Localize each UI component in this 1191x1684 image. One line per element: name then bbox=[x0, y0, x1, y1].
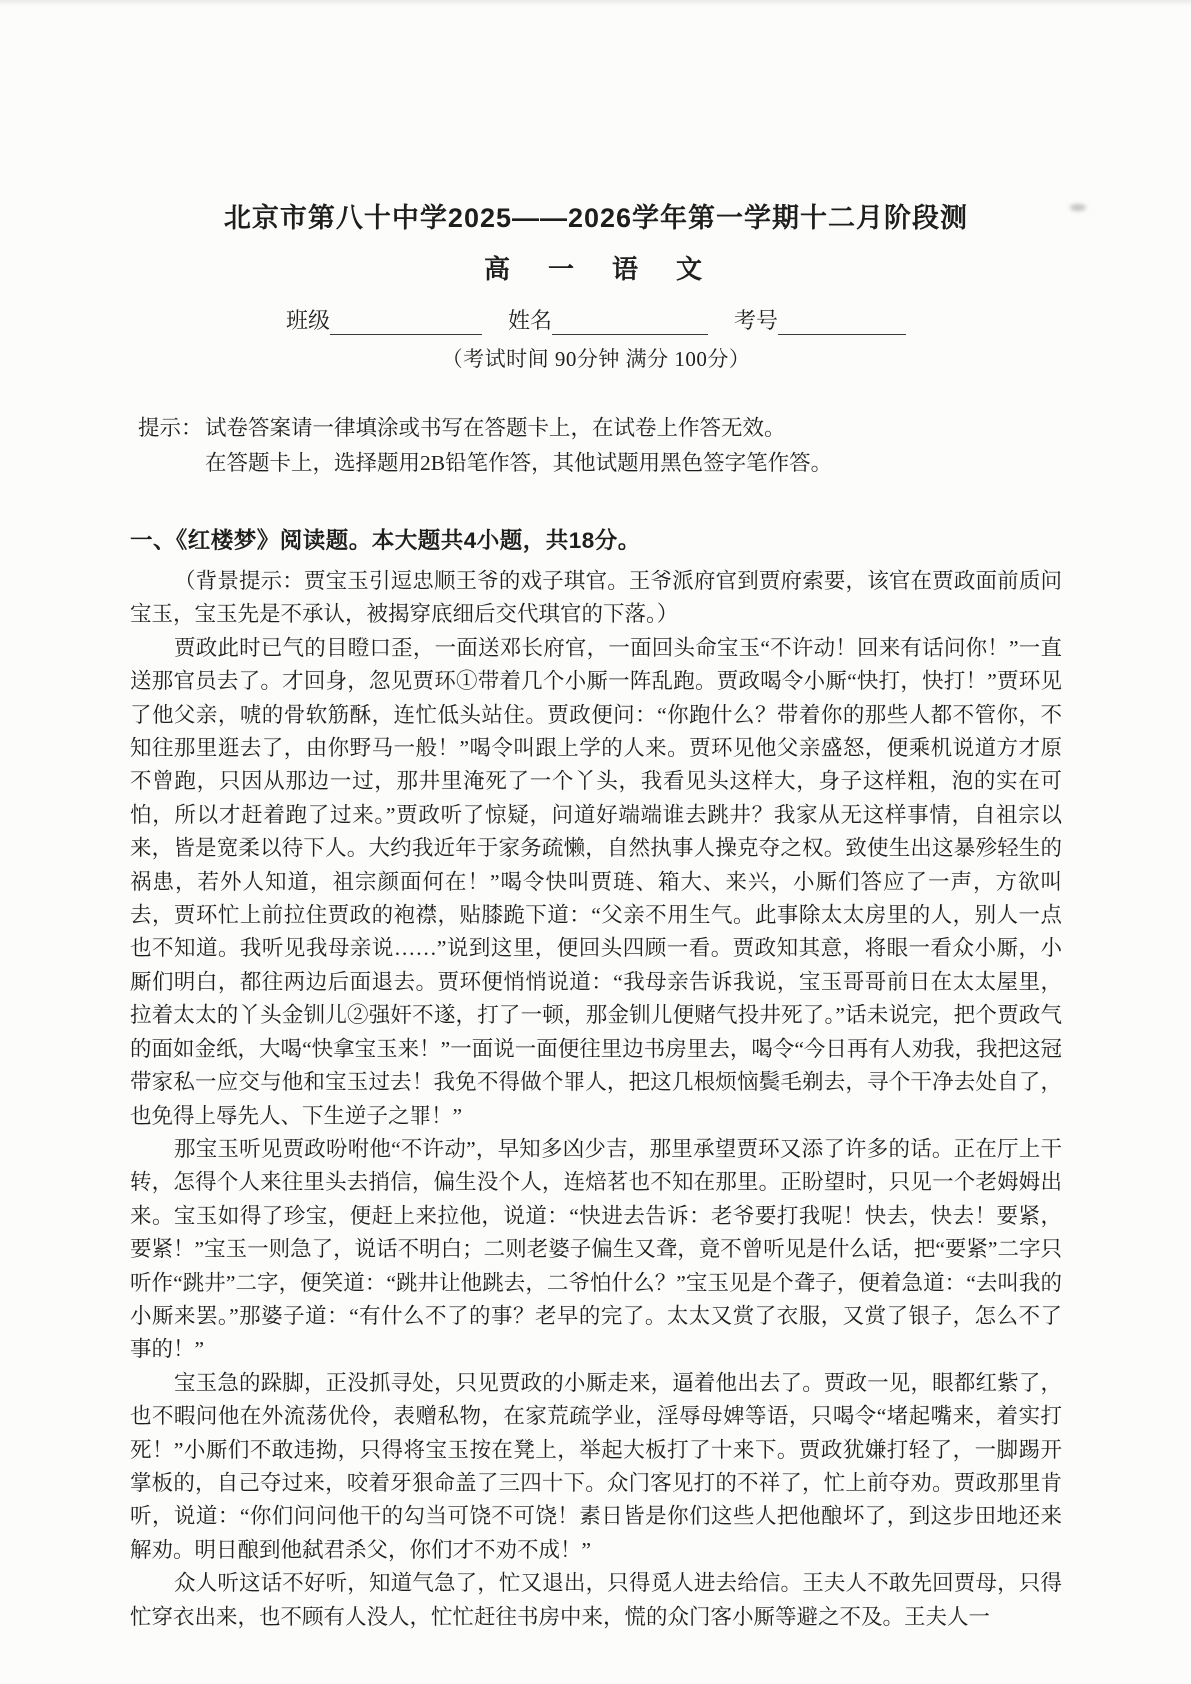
exam-number-field bbox=[734, 304, 906, 335]
instructions-line-1: 试卷答案请一律填涂或书写在答题卡上，在试卷上作答无效。 bbox=[205, 416, 786, 440]
passage-paragraph-4: 众人听这话不好听，知道气急了，忙又退出，只得觅人进去给信。王夫人不敢先回贾母，只得忙穿衣出来，也不顾有人没人，忙忙赶往书房中来，慌的众门客小厮等避之不及。王夫人一 bbox=[130, 1571, 1062, 1629]
student-info-row bbox=[130, 304, 1062, 335]
subject-subtitle: 高 一 语 文 bbox=[483, 254, 708, 284]
class-label: 班级 bbox=[285, 308, 330, 333]
exam-duration-score: （考试时间 90分钟 满分 100分） bbox=[441, 347, 751, 371]
name-field bbox=[508, 304, 708, 335]
page-content bbox=[130, 196, 1062, 1634]
passage-paragraph-3: 宝玉急的跺脚，正没抓寻处，只见贾政的小厮走来，逼着他出去了。贾政一见，眼都红紫了，也不暇问他在外流荡优伶，表赠私物，在家荒疏学业，淫辱母婢等语，只喝令“堵起嘴来，着实打死！”小厮们不敢违拗，只得将宝玉按在凳上，举起大板打了十来下。贾政犹嫌打轻了，一脚踢开掌板的，自己夺过来，咬着牙狠命盖了三四十下。众门客见打的不祥了，忙上前夺劝。贾政那里肯听，说道：“你们问问他干的勾当可饶不可饶！素日皆是你们这些人把他酿坏了，到这步田地还来解劝。明日酿到他弑君杀父，你们才不劝不成！” bbox=[130, 1370, 1062, 1562]
name-blank-line bbox=[552, 310, 708, 335]
reading-passage bbox=[130, 565, 1062, 1634]
instructions-block bbox=[130, 411, 1062, 481]
class-field bbox=[286, 304, 482, 335]
passage-paragraph-2: 那宝玉听见贾政吩咐他“不许动”，早知多凶少吉，那里承望贾环又添了许多的话。正在厅上干转，怎得个人来往里头去捎信，偏生没个人，连焙茗也不知在那里。正盼望时，只见一个老姆姆出来。宝玉如得了珍宝，便赶上来拉他，说道：“快进去告诉：老爷要打我呢！快去，快去！要紧，要紧！”宝玉一则急了，说话不明白；二则老婆子偏生又聋，竟不曾听见是什么话，把“要紧”二字只听作“跳井”二字，便笑道：“跳井让他跳去，二爷怕什么？”宝玉见是个聋子，便着急道：“去叫我的小厮来罢。”那婆子道：“有什么不了的事？老早的完了。太太又赏了衣服，又赏了银子，怎么不了事的！” bbox=[130, 1136, 1062, 1362]
class-blank-line bbox=[330, 310, 482, 335]
passage-paragraph-1: 贾政此时已气的目瞪口歪，一面送邓长府官，一面回头命宝玉“不许动！回来有话问你！”一直送那官员去了。才回身，忽见贾环①带着几个小厮一阵乱跑。贾政喝令小厮“快打，快打！”贾环见了他父亲，唬的骨软筋酥，连忙低头站住。贾政便问：“你跑什么？带着你的那些人都不管你，不知往那里逛去了，由你野马一般！”喝令叫跟上学的人来。贾环见他父亲盛怒，便乘机说道方才原不曾跑，只因从那边一过，那井里淹死了一个丫头，我看见头这样大，身子这样粗，泡的实在可怕，所以才赶着跑了过来。”贾政听了惊疑，问道好端端谁去跳井？我家从无这样事情，自祖宗以来，皆是宽柔以待下人。大约我近年于家务疏懒，自然执事人操克夺之权。致使生出这暴殄轻生的祸患，若外人知道，祖宗颜面何在！”喝令快叫贾琏、箱大、来兴，小厮们答应了一声，方欲叫去，贾环忙上前拉住贾政的袍襟，贴膝跪下道：“父亲不用生气。此事除太太房里的人，别人一点也不知道。我听见我母亲说……”说到这里，便回头四顾一看。贾政知其意，将眼一看众小厮，小厮们明白，都往两边后面退去。贾环便悄悄说道：“我母亲告诉我说，宝玉哥哥前日在太太屋里，拉着太太的丫头金钏儿②强奸不遂，打了一顿，那金钏儿便赌气投井死了。”话未说完，把个贾政气的面如金纸，大喝“快拿宝玉来！”一面说一面便往里边书房里去，喝令“今日再有人劝我，我把这冠带家私一应交与他和宝玉过去！我免不得做个罪人，把这几根烦恼鬓毛剃去，寻个干净去处自了，也免得上辱先人、下生逆子之罪！” bbox=[130, 635, 1062, 1128]
page-title: 北京市第八十中学2025——2026学年第一学期十二月阶段测 bbox=[223, 203, 969, 233]
section-one-heading: 一、《红楼梦》阅读题。本大题共4小题，共18分。 bbox=[130, 528, 641, 553]
exam-number-blank-line bbox=[778, 310, 906, 335]
exam-number-label: 考号 bbox=[734, 308, 779, 333]
background-note: （背景提示：贾宝玉引逗忠顺王爷的戏子琪官。王爷派府官到贾府索要，该官在贾政面前质问宝玉，宝玉先是不承认，被揭穿底细后交代琪官的下落。） bbox=[130, 569, 1062, 627]
scan-smudge bbox=[1070, 204, 1086, 211]
name-label: 姓名 bbox=[507, 308, 552, 333]
instructions-line-2: 在答题卡上，选择题用2B铅笔作答，其他试题用黑色签字笔作答。 bbox=[205, 451, 833, 475]
instructions-label: 提示： bbox=[138, 416, 203, 440]
